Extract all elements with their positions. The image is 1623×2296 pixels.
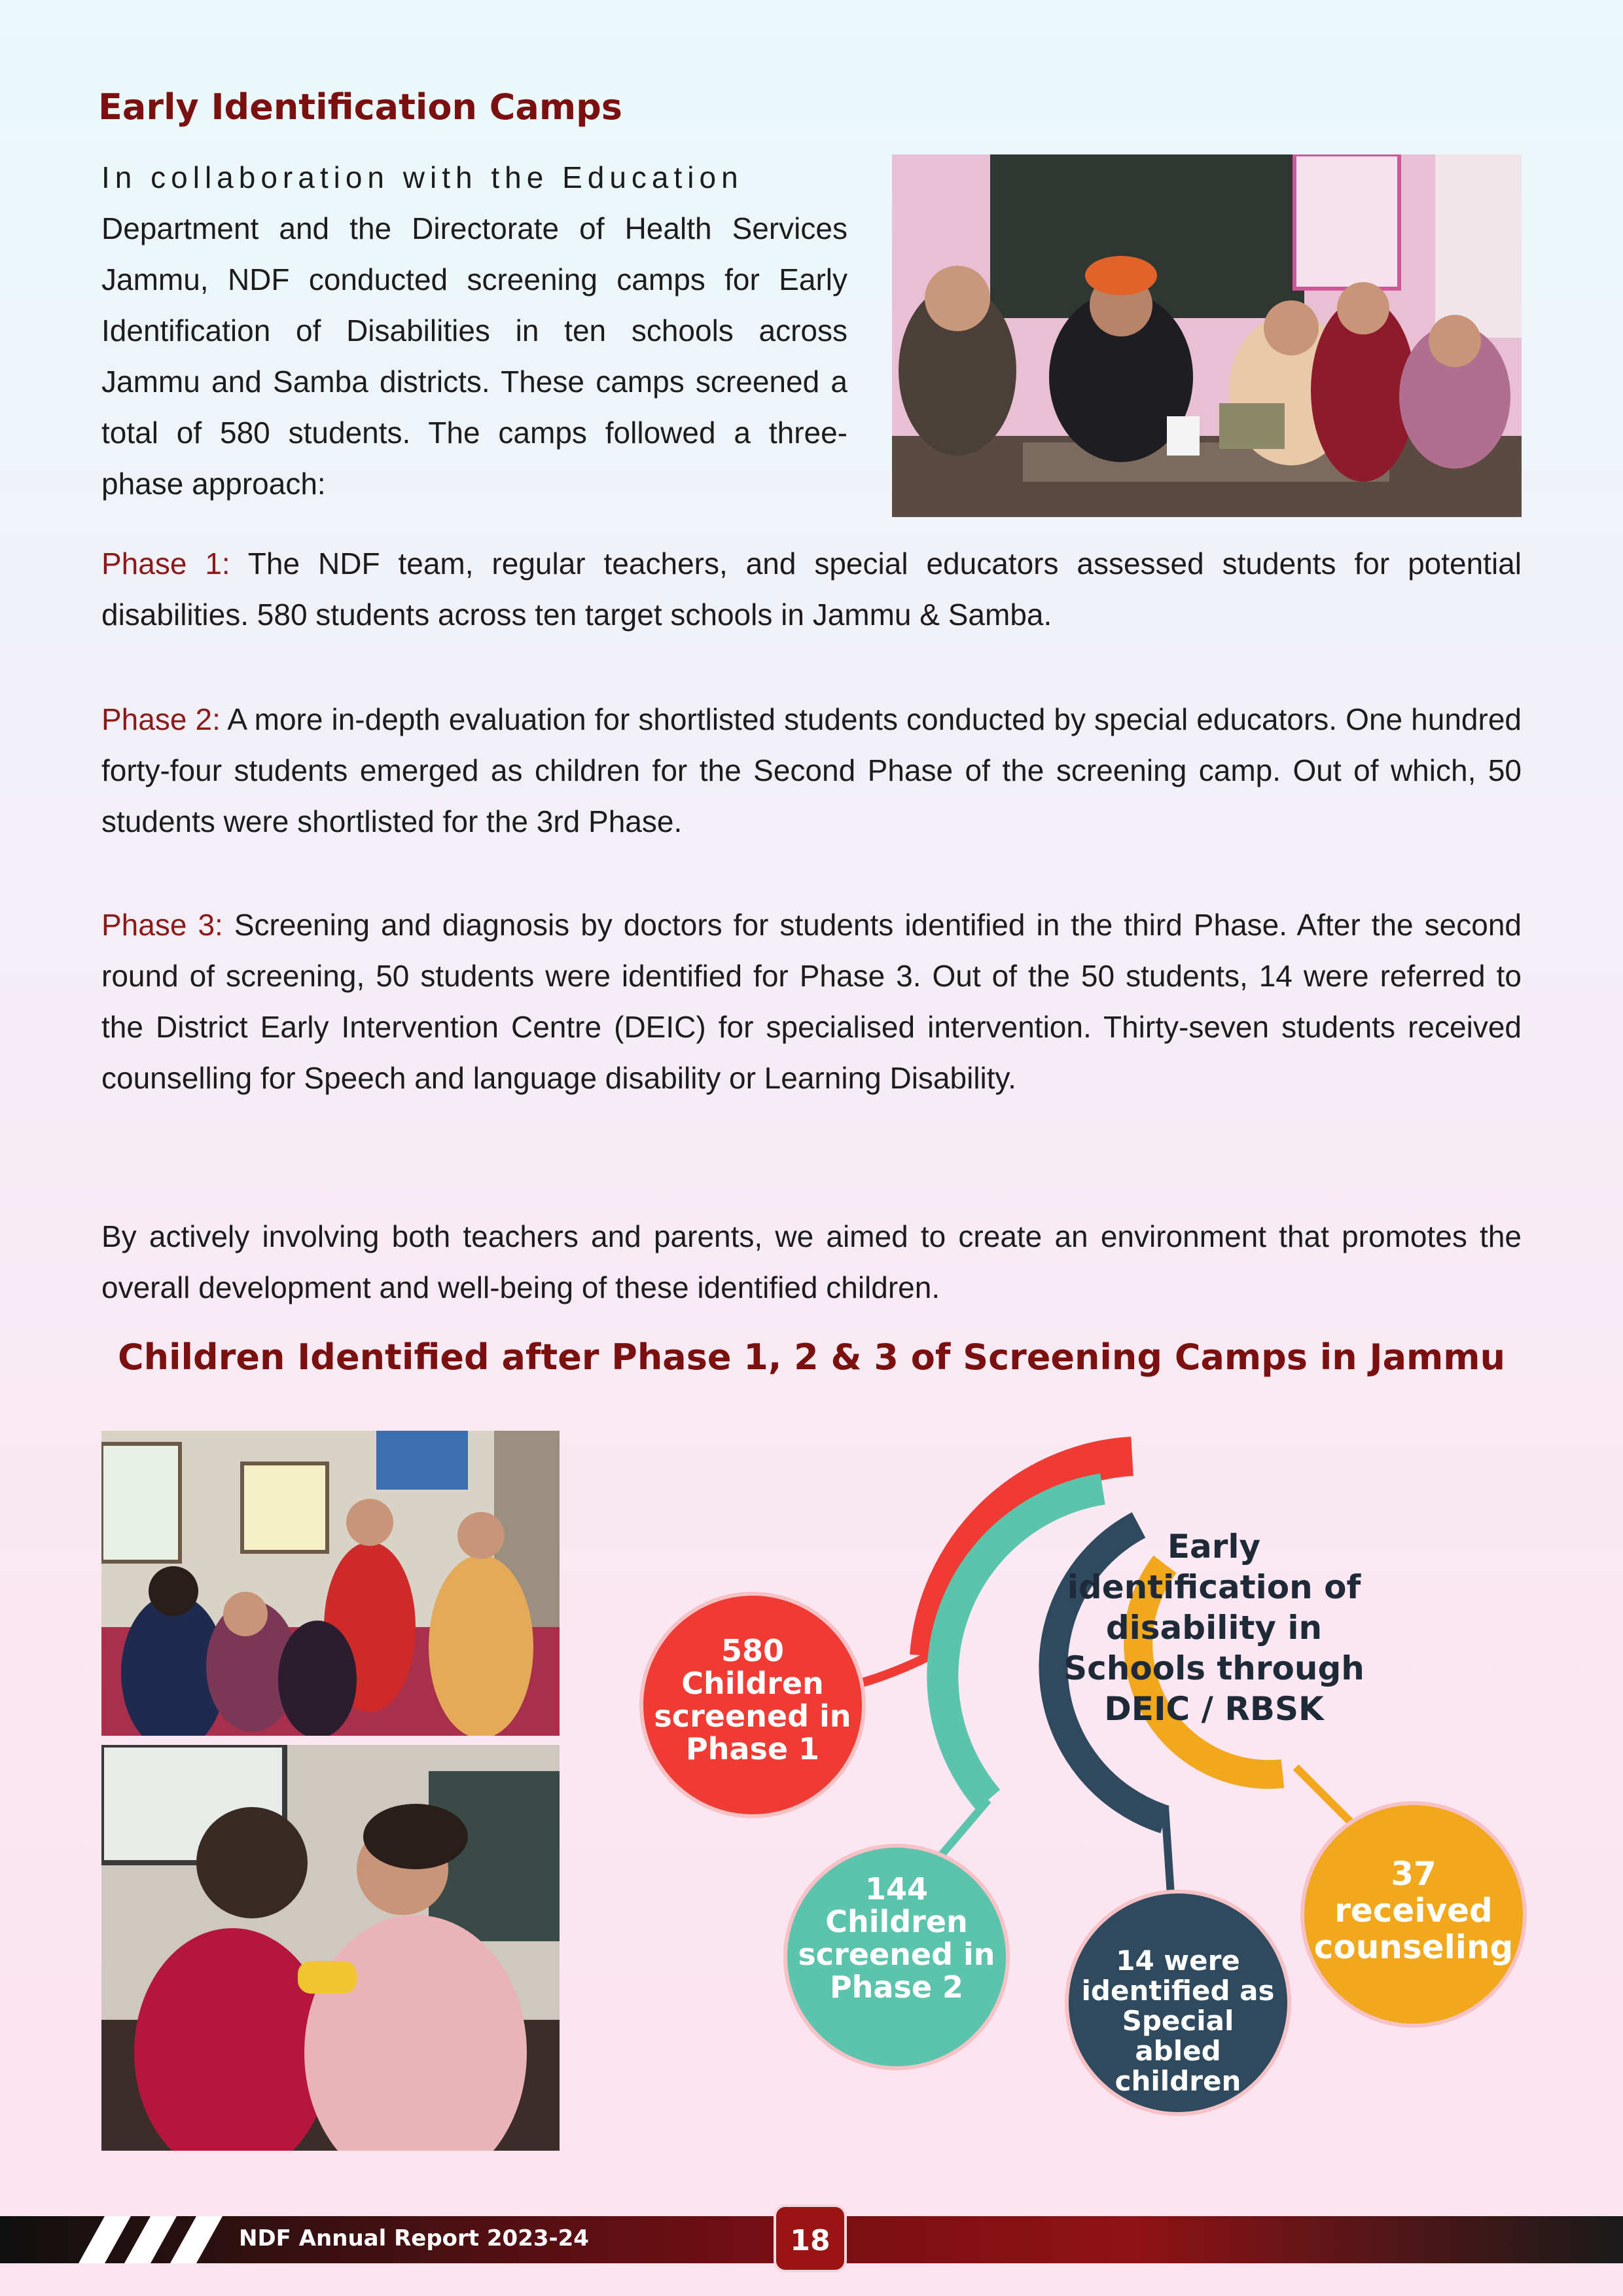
phase-2-circle-line-4: Phase 2 bbox=[829, 1969, 964, 2005]
screening-infographic bbox=[622, 1427, 1551, 2121]
phase-1-circle-line-2: Children bbox=[681, 1666, 824, 1701]
classroom-photo bbox=[101, 1431, 560, 1736]
phase-3-label: Phase 3: bbox=[101, 908, 223, 942]
counseling-line-2: received bbox=[1334, 1892, 1493, 1929]
phase-3-paragraph bbox=[101, 899, 1522, 1103]
phase-2-label: Phase 2: bbox=[101, 702, 221, 736]
phase-1-text: The NDF team, regular teachers, and special educators assessed students for potential disabilities. 580 students across ten target schools in Jammu & Samba. bbox=[101, 547, 1522, 632]
special-abled-line-3: Special bbox=[1122, 2005, 1234, 2037]
phase-2-circle-line-3: screened in bbox=[798, 1937, 995, 1972]
special-abled-line-1: 14 were bbox=[1116, 1945, 1240, 1977]
phase-1-label: Phase 1: bbox=[101, 547, 230, 581]
center-line-2: identification of bbox=[1067, 1568, 1361, 1606]
center-line-3: disability in bbox=[1105, 1609, 1323, 1647]
phase-3-text: Screening and diagnosis by doctors for students identified in the third Phase. After the second round of screening, 50 students were identified for Phase 3. Out of the 50 students, 14 were referred to the District Early Intervention Centre (DEIC) for specialised intervention. Thirty-seven students received counselling for Speech and language disability or Learning Disability. bbox=[101, 908, 1522, 1095]
phase-2-circle-line-2: Children bbox=[825, 1904, 968, 1939]
special-abled-line-2: identified as bbox=[1081, 1975, 1275, 2007]
page-number: 18 bbox=[774, 2204, 847, 2272]
counseling-line-3: counseling bbox=[1313, 1928, 1514, 1966]
center-line-4: Schools through bbox=[1063, 1649, 1364, 1687]
phase-1-circle-line-3: screened in bbox=[654, 1698, 851, 1734]
intro-first-line: In collaboration with the Education bbox=[101, 160, 743, 194]
phase-1-circle-line-4: Phase 1 bbox=[685, 1731, 820, 1767]
intro-paragraph bbox=[101, 152, 847, 509]
intro-text: Department and the Directorate of Health Services Jammu, NDF conducted screening camps for Early Identification of Disabilities in ten schools across Jammu and Samba districts. These camps screened a total of 580 students. The camps followed a three-phase approach: bbox=[101, 211, 847, 501]
special-abled-line-4: abled bbox=[1135, 2035, 1221, 2067]
phase-2-paragraph bbox=[101, 694, 1522, 847]
phase-2-text: A more in-depth evaluation for shortlisted students conducted by special educators. One hundred forty-four students emerged as children for the Second Phase of the screening camp. Out of which, 50 students were shortlisted for the 3rd Phase. bbox=[101, 702, 1522, 838]
closing-paragraph: By actively involving both teachers and parents, we aimed to create an environment that promotes the overall development and well-being of these identified children. bbox=[101, 1219, 1522, 1304]
footer-report-title: NDF Annual Report 2023-24 bbox=[239, 2225, 589, 2251]
center-line-1: Early bbox=[1167, 1528, 1261, 1566]
health-checkup-photo bbox=[101, 1745, 560, 2151]
section-title: Early Identification Camps bbox=[98, 86, 622, 128]
phase-1-circle-line-1: 580 bbox=[721, 1633, 785, 1668]
special-abled-line-5: children bbox=[1115, 2065, 1241, 2097]
screening-camp-photo bbox=[892, 154, 1522, 517]
phase-2-circle-line-1: 144 bbox=[865, 1871, 929, 1907]
phase-1-paragraph bbox=[101, 538, 1522, 640]
infographic-title: Children Identified after Phase 1, 2 & 3 of Screening Camps in Jammu bbox=[117, 1336, 1506, 1378]
counseling-line-1: 37 bbox=[1391, 1855, 1436, 1893]
center-line-5: DEIC / RBSK bbox=[1104, 1690, 1324, 1728]
